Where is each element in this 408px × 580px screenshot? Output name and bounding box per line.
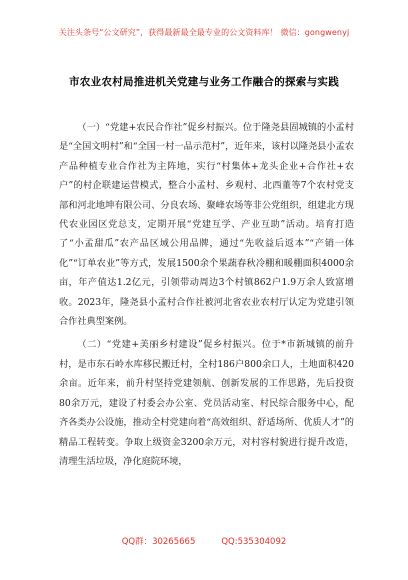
qq-number-text: QQ:535304092 <box>221 537 287 547</box>
promo-banner: 关注头条号“公文研究”，获得最新最全最专业的公文资料库！ 微信：gongwenyj <box>58 28 350 37</box>
qq-group-text: QQ群：30265665 <box>121 537 196 547</box>
document-title: 市农业农村局推进机关党建与业务工作融合的探索与实践 <box>69 76 339 88</box>
paragraph-beautiful-village: （二）“党建+美丽乡村建设”促乡村振兴。位于*市新城镇的前升村，是市东石岭水库移民搬迁村，全村186户800余口人，土地面积420余亩。近年来，前升村坚持党建领航、创新发展的工作思路，先后投资80余万元，建设了村委会办公室、党员活动室、村民综合服务中心，配齐各类办公设施，推动全村党建向着“高效组织、舒适场所、优质人才”的精品工程转变。争取上级资金3200余万元，对村容村貌进行提升改造，清理生活垃圾，净化庭院环境， <box>59 339 354 467</box>
document-body <box>59 118 354 471</box>
contact-footer <box>0 535 408 547</box>
paragraph-cooperative: （一）“党建+农民合作社”促乡村振兴。位于隆尧县固城镇的小孟村是“全国文明村”和“全国一村一品示范村”，近年来，该村以隆尧县小孟农产品种植专业合作社为主阵地，实行“村集体+龙头企业+合作社+农户”的村企联建运营模式，整合小孟村、乡观村、北西董等7个农村党支部和河北地坤有限公司、分良农场、聚峰农场等非公党组织，组建北方现代农业园区党总支，定期开展“党建互学、产业互助”活动。培育打造了“小孟甜瓜”农产品区域公用品牌，通过“先收益后返本”“产销一体化”“订单农业”等方式，发展1500余个果蔬春秋冷棚和暖棚面积4000余亩，年产值达1.2亿元，引领带动周边3个村镇862户1.9万余人致富增收。2023年，隆尧县小孟村合作社被河北省农业农村厅认定为党建引领合作社典型案例。 <box>59 122 354 328</box>
